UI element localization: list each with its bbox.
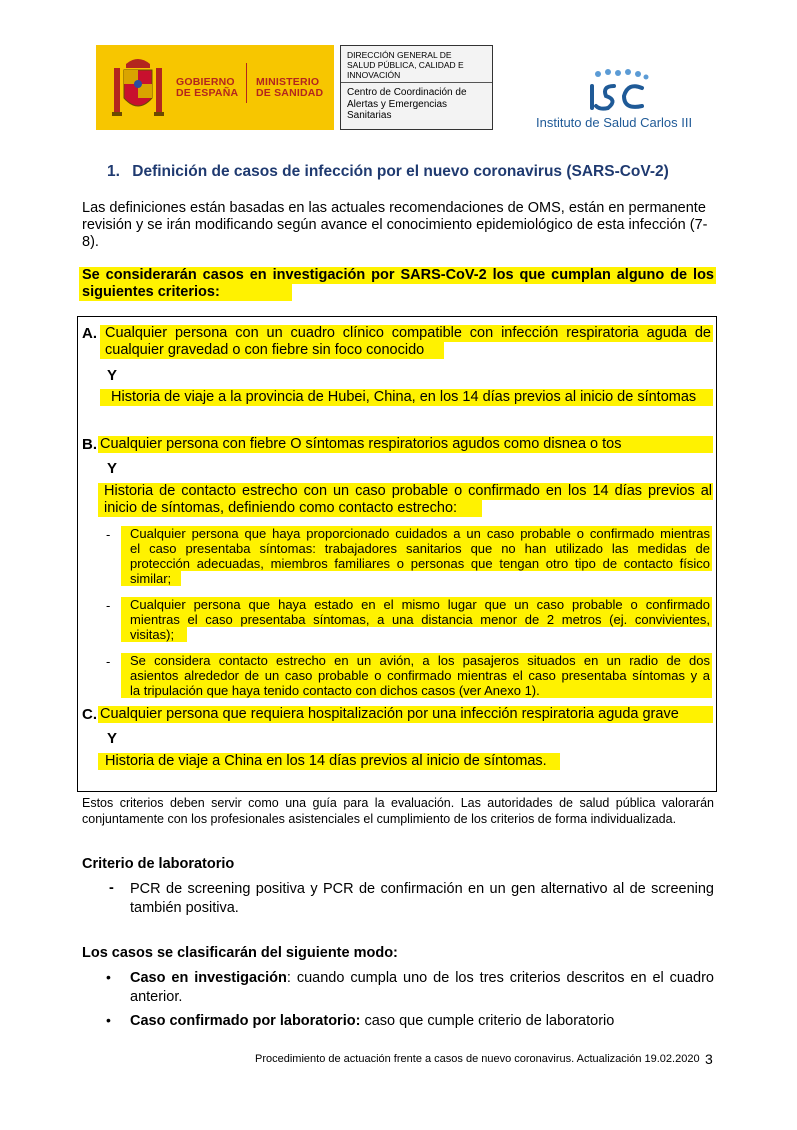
section-heading	[107, 163, 669, 181]
criterion-b-y: Y	[107, 460, 118, 477]
bullet-1-line-2: anterior.	[130, 989, 183, 1005]
section-number: 1.	[107, 163, 120, 180]
isciii-name: Instituto de Salud Carlos III	[536, 115, 693, 130]
gobierno-line-2: DE ESPAÑA	[176, 87, 239, 99]
criterion-a-letter: A.	[82, 325, 97, 342]
sub-item-1-line-2: el caso presentaba síntomas: trabajadores sanitarios que no han utilizado las medidas de	[130, 541, 710, 556]
ministerio-line-2: DE SANIDAD	[256, 87, 324, 99]
coat-of-arms-icon	[110, 54, 166, 122]
sub-item-3-line-1: Se considera contacto estrecho en un avión, a los pasajeros situados en un radio de dos	[130, 653, 710, 668]
sub-item-2-line-1: Cualquier persona que haya estado en el mismo lugar que un caso probable o confirmado	[130, 597, 710, 612]
classify-title: Los casos se clasificarán del siguiente modo:	[82, 945, 398, 961]
bullet-1-bold: Caso en investigación	[130, 970, 287, 986]
lab-line-2: también positiva.	[130, 900, 239, 916]
criterion-b-cond-line-1: Historia de contacto estrecho con un caso probable o confirmado en los 14 días previos al	[104, 483, 712, 499]
sub-item-3	[130, 653, 710, 698]
lab-dash: -	[109, 880, 114, 896]
footer-text: Procedimiento de actuación frente a casos de nuevo coronavirus. Actualización 19.02.2020	[255, 1053, 700, 1065]
criterion-a-text	[105, 325, 711, 359]
intro-line-3: 8).	[82, 234, 99, 250]
sub-item-3-dash: -	[106, 654, 111, 669]
directorate-box	[340, 45, 493, 130]
criterion-c-y: Y	[107, 730, 118, 747]
logo-divider	[246, 63, 247, 103]
guide-note-line-2: conjuntamente con los profesionales asistenciales el cumplimiento de los criterios de forma individualizada.	[82, 812, 677, 826]
criterion-c-condition: Historia de viaje a China en los 14 días previos al inicio de síntomas.	[105, 753, 547, 769]
ccaes-line-1: Centro de Coordinación de	[347, 87, 467, 98]
criterion-a-y: Y	[107, 367, 118, 384]
criterion-a-condition: Historia de viaje a la provincia de Hubei, China, en los 14 días previos al inicio de síntomas	[111, 389, 697, 405]
guide-note-line-1: Estos criterios deben servir como una guía para la evaluación. Las autoridades de salud pública valorarán	[82, 796, 714, 810]
sub-item-2	[130, 597, 710, 642]
criteria-intro	[82, 267, 714, 301]
lab-criterion	[130, 880, 714, 918]
ccaes-line-3: Sanitarias	[347, 110, 392, 121]
gobierno-line-1: GOBIERNO	[176, 76, 235, 88]
criterion-a-line-1: Cualquier persona con un cuadro clínico compatible con infección respiratoria aguda de	[105, 325, 711, 341]
bullet-2-bold: Caso confirmado por laboratorio:	[130, 1013, 361, 1029]
criterion-b-condition	[104, 483, 712, 517]
bullet-1-rest: : cuando cumpla uno de los tres criterios descritos en el cuadro	[286, 970, 714, 986]
criterion-c-text: Cualquier persona que requiera hospitalización por una infección respiratoria aguda grave	[100, 706, 679, 722]
bullet-1-symbol: •	[106, 969, 111, 985]
ministerio-line-1: MINISTERIO	[256, 76, 320, 88]
dg-line-1: DIRECCIÓN GENERAL DE	[347, 50, 452, 60]
sub-item-2-line-3: visitas);	[130, 627, 175, 642]
criterion-b-text: Cualquier persona con fiebre O síntomas respiratorios agudos como disnea o tos	[100, 436, 622, 452]
sub-item-1-dash: -	[106, 527, 111, 542]
bullet-2-rest: caso que cumple criterio de laboratorio	[360, 1013, 615, 1029]
sub-item-1	[130, 526, 710, 586]
sub-item-1-line-1: Cualquier persona que haya proporcionado cuidados a un caso probable o confirmado mientras	[130, 526, 710, 541]
page-number: 3	[705, 1051, 713, 1067]
dg-line-2: SALUD PÚBLICA, CALIDAD E	[347, 60, 464, 70]
intro-paragraph	[82, 200, 714, 251]
criteria-intro-line-1: Se considerarán casos en investigación por SARS-CoV-2 los que cumplan alguno de los	[82, 267, 714, 283]
dg-line-3: INNOVACIÓN	[347, 70, 401, 80]
isciii-logo-icon	[584, 68, 654, 114]
bullet-2	[130, 1012, 614, 1031]
sub-item-3-line-3: la tripulación que haya tenido contacto con dichos casos (ver Anexo 1).	[130, 683, 540, 698]
criterion-b-letter: B.	[82, 436, 97, 453]
guide-note	[82, 795, 714, 827]
criterion-a-line-2: cualquier gravedad o con fiebre sin foco conocido	[105, 342, 425, 358]
criterion-b-cond-line-2: inicio de síntomas, definiendo como contacto estrecho:	[104, 500, 458, 516]
intro-line-2: revisión y se irán modificando según avance el conocimiento epidemiológico de esta infección (7-	[82, 217, 708, 233]
lab-line-1: PCR de screening positiva y PCR de confirmación en un gen alternativo al de screening	[130, 881, 714, 897]
lab-title: Criterio de laboratorio	[82, 856, 235, 872]
criterion-c-letter: C.	[82, 706, 97, 723]
bullet-2-symbol: •	[106, 1012, 111, 1028]
sub-item-1-line-4: similar;	[130, 571, 172, 586]
sub-item-2-dash: -	[106, 598, 111, 613]
ccaes-line-2: Alertas y Emergencias	[347, 98, 448, 110]
criteria-intro-line-2: siguientes criterios:	[82, 284, 220, 300]
intro-line-1: Las definiciones están basadas en las actuales recomendaciones de OMS, están en permanente	[82, 200, 706, 216]
bullet-1	[130, 969, 714, 1007]
sub-item-3-line-2: asientos alrededor de un caso probable o confirmado mientras el caso presentaba síntomas y a	[130, 668, 710, 683]
section-title: Definición de casos de infección por el nuevo coronavirus (SARS-CoV-2)	[132, 163, 669, 180]
sub-item-1-line-3: protección adecuadas, miembros familiares o personas que tengan otro tipo de contacto físico	[130, 556, 710, 571]
sub-item-2-line-2: mientras el caso presentaba síntomas, a una distancia menor de 2 metros (ej. convivientes,	[130, 612, 710, 627]
